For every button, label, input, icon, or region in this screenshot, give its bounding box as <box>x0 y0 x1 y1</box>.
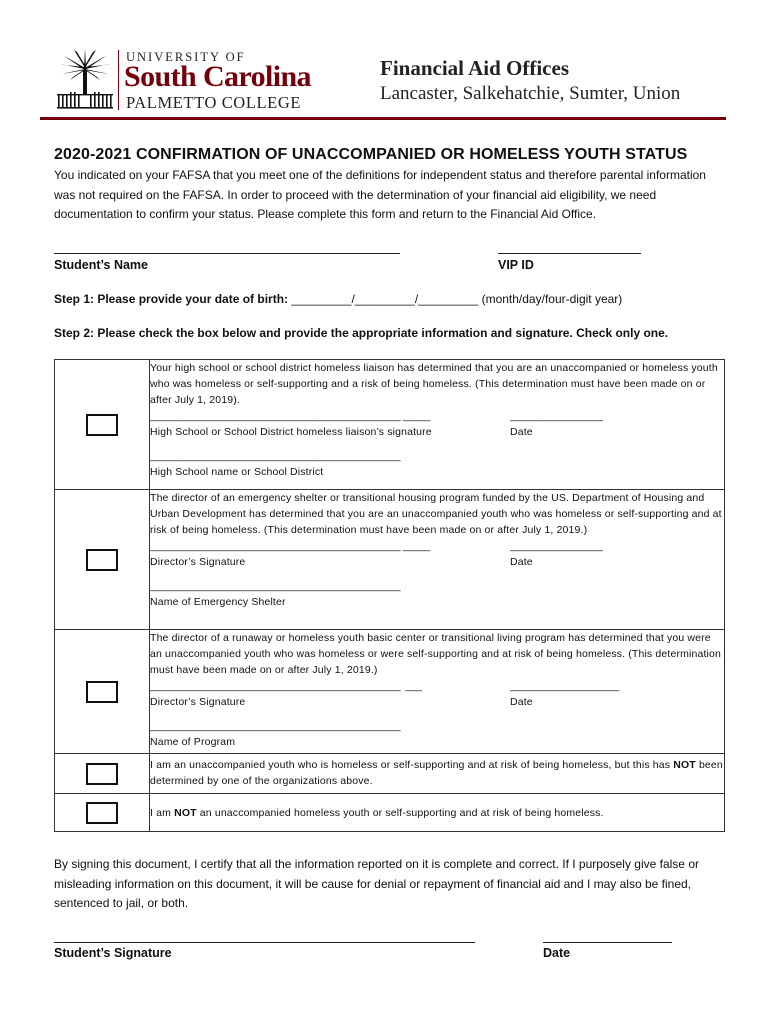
checkbox-not[interactable] <box>86 802 118 824</box>
form-title: 2020-2021 CONFIRMATION OF UNACCOMPANIED OR HOMELESS YOUTH STATUS <box>54 146 688 163</box>
program-name-label: Name of Program <box>150 736 236 748</box>
university-name: South Carolina <box>124 60 311 93</box>
option-text: The director of a runaway or homeless youth basic center or transitional living program has determined that you were an unaccompanied youth who was homeless or were self-supporting and at risk of being homeless. (This determination must have been made on or after July 1, 2019.) <box>150 632 721 676</box>
office-title: Financial Aid Offices <box>380 56 569 80</box>
date-field[interactable]: ____________________ <box>510 680 619 692</box>
header-rule <box>40 117 726 120</box>
student-signature-label: Student’s Signature <box>54 946 172 960</box>
vip-id-field[interactable] <box>498 253 641 254</box>
college-name: PALMETTO COLLEGE <box>126 93 302 112</box>
checkbox-self[interactable] <box>86 763 118 785</box>
date-field[interactable]: _________________ <box>510 410 603 422</box>
signature-label: Director’s Signature <box>150 556 246 568</box>
dob-format: (month/day/four-digit year) <box>481 292 623 306</box>
shelter-name-field[interactable]: ______________________________________________ <box>150 580 401 592</box>
option-text-self: I am an unaccompanied youth who is homeless or self-supporting and at risk of being homeless, but this has NOT been determined by one of the organizations above. <box>150 759 723 787</box>
option-row-program <box>55 630 725 754</box>
student-name-label: Student’s Name <box>54 258 149 272</box>
option-text: Your high school or school district homeless liaison has determined that you are an unaccompanied or homeless youth who was homeless or self-supporting and a risk of being homeless. (This determination must have been made on or after July 1, 2019). <box>150 362 718 406</box>
step2-instruction: Step 2: Please check the box below and provide the appropriate information and signature. Check only one. <box>54 326 669 340</box>
palmetto-tree-logo-icon <box>56 48 114 110</box>
checkbox-program[interactable] <box>86 681 118 703</box>
checkbox-shelter[interactable] <box>86 549 118 571</box>
date-label: Date <box>510 696 533 708</box>
school-name-field[interactable]: ______________________________________________ <box>150 450 401 462</box>
signature-field[interactable]: ______________________________________________ _____ <box>150 410 430 422</box>
logo-divider <box>118 50 119 110</box>
option-text: The director of an emergency shelter or transitional housing program funded by the US. Department of Housing and Urban Development has determined that you are an unaccompanied youth who was homeless or self-supporting and at risk of being homeless. (This determination must have been made on or after July 1, 2019.) <box>150 492 722 536</box>
dob-field[interactable]: _________/_________/_________ <box>288 292 482 306</box>
signature-label: Director’s Signature <box>150 696 246 708</box>
option-row-liaison <box>55 360 725 490</box>
options-table <box>54 359 725 832</box>
signature-date-label: Date <box>543 946 571 960</box>
office-locations: Lancaster, Salkehatchie, Sumter, Union <box>380 83 681 104</box>
option-row-not <box>55 794 725 832</box>
signature-field[interactable]: ______________________________________________ _____ <box>150 540 430 552</box>
signature-field[interactable]: ______________________________________________ ___ <box>150 680 422 692</box>
step1-label: Step 1: Please provide your date of birth: <box>54 292 289 306</box>
student-name-field[interactable] <box>54 253 400 254</box>
signature-date-field[interactable] <box>543 942 672 943</box>
step1-dob <box>54 292 622 306</box>
date-label: Date <box>510 556 533 568</box>
certification-paragraph: By signing this document, I certify that all the information reported on it is complete and correct. If I purposely give false or misleading information on this document, it will be cause for denial or repayment of financial aid and I may also be fined, sentenced to jail, or both. <box>54 857 699 910</box>
vip-id-label: VIP ID <box>498 258 534 272</box>
checkbox-liaison[interactable] <box>86 414 118 436</box>
school-name-label: High School name or School District <box>150 466 324 478</box>
option-text-not: I am NOT an unaccompanied homeless youth or self-supporting and at risk of being homeless. <box>150 806 604 819</box>
student-signature-field[interactable] <box>54 942 475 943</box>
program-name-field[interactable]: ______________________________________________ <box>150 720 401 732</box>
date-field[interactable]: _________________ <box>510 540 603 552</box>
option-row-self <box>55 754 725 794</box>
option-row-shelter <box>55 490 725 630</box>
date-label: Date <box>510 426 533 438</box>
university-name-line1: UNIVERSITY OF <box>126 50 246 64</box>
shelter-name-label: Name of Emergency Shelter <box>150 596 286 608</box>
intro-paragraph: You indicated on your FAFSA that you meet one of the definitions for independent status and therefore parental information was not required on the FAFSA. In order to proceed with the determination of your financial aid eligibility, we need documentation to confirm your status. Please complete this form and return to the Financial Aid Office. <box>54 168 706 221</box>
signature-label: High School or School District homeless liaison’s signature <box>150 426 432 438</box>
